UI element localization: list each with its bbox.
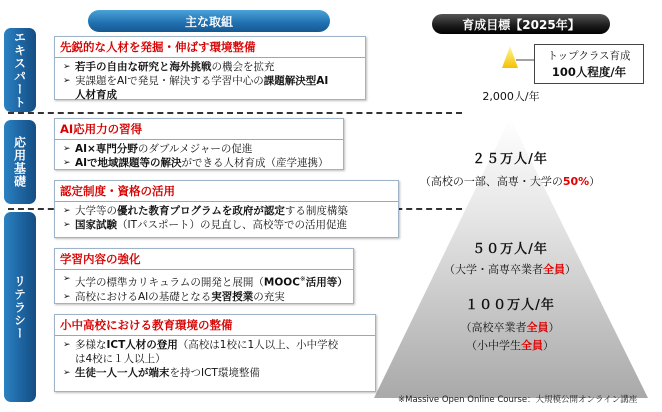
box4-title: 学習内容の強化 (55, 249, 353, 270)
box2-item1: ➢ AI×専門分野のダブルメジャーの促進 (63, 142, 339, 156)
box5-item1: ➢ 多様なICT人材の登用（高校は1校に1人以上、小中学校 は4校に１人以上） (63, 338, 371, 366)
box3-item1: ➢ 大学等の優れた教育プログラムを政府が認定する制度構築 (63, 204, 394, 218)
box-school-environment (54, 314, 376, 392)
callout-line2: 100人程度/年 (551, 65, 627, 79)
tab-literacy-label: リテラシー (12, 274, 27, 340)
box2-title: AI応用力の習得 (55, 119, 343, 140)
box-advanced-talent (54, 36, 366, 100)
box2-list (55, 140, 343, 172)
main-initiatives-label: 主な取組 (184, 14, 233, 29)
box5-title: 小中高校における教育環境の整備 (55, 315, 375, 336)
box3-item2: ➢ 国家試験（ITパスポート）の見直し、高校等での活用促進 (63, 218, 394, 232)
box3-list (55, 202, 398, 234)
box4-list (55, 270, 353, 306)
box-certification (54, 180, 399, 238)
level-expert (470, 88, 552, 104)
level-univ-value: ５０万人/年 (472, 242, 548, 257)
box1-item2: ➢ 実課題をAIで発見・解決する学習中心の課題解決型AI 人材育成 (63, 74, 361, 102)
level-school-note2: （小中学生全員） (466, 339, 554, 352)
box4-item2: ➢ 高校におけるAIの基礎となる実習授業の充実 (63, 290, 349, 304)
level-univ-note: （大学・高専卒業者全員） (444, 263, 576, 276)
box2-item2: ➢ AIで地域課題等の解決ができる人材育成（産学連携） (63, 156, 339, 170)
level-literacy-school (420, 294, 600, 353)
level-expert-value: 2,000人/年 (482, 90, 540, 103)
level-school-note1: （高校卒業者全員） (460, 321, 560, 334)
level-school-value: １００万人/年 (465, 298, 555, 313)
target-label: 育成目標【2025年】 (462, 17, 580, 32)
callout-line1: トップクラス育成 (547, 50, 631, 62)
box-curriculum (54, 248, 354, 304)
level-applied-value: ２５万人/年 (472, 152, 548, 167)
box5-item2: ➢ 生徒一人一人が端末を持つICT環境整備 (63, 366, 371, 380)
box3-title: 認定制度・資格の活用 (55, 181, 398, 202)
footnote: ※Massive Open Online Course：大規模公開オンライン講座 (398, 395, 638, 405)
level-applied-note: （高校の一部、高専・大学の50%） (419, 175, 601, 188)
box1-list (55, 58, 365, 104)
tab-applied-label: 応用基礎 (12, 136, 27, 188)
pyramid-apex (502, 46, 518, 68)
level-applied (408, 148, 612, 189)
box1-item1: ➢ 若手の自由な研究と海外挑戦の機会を拡充 (63, 60, 361, 74)
tab-expert-label: エキスパート (12, 31, 27, 109)
box5-list (55, 336, 375, 382)
top-class-callout (534, 44, 644, 84)
separator-expert-applied (8, 112, 462, 114)
box-ai-application (54, 118, 344, 170)
box1-title: 先鋭的な人材を発掘・伸ばす環境整備 (55, 37, 365, 58)
box4-item1: ➢ 大学の標準カリキュラムの開発と展開（MOOC※活用等） (63, 272, 349, 290)
level-literacy-univ (420, 238, 600, 277)
